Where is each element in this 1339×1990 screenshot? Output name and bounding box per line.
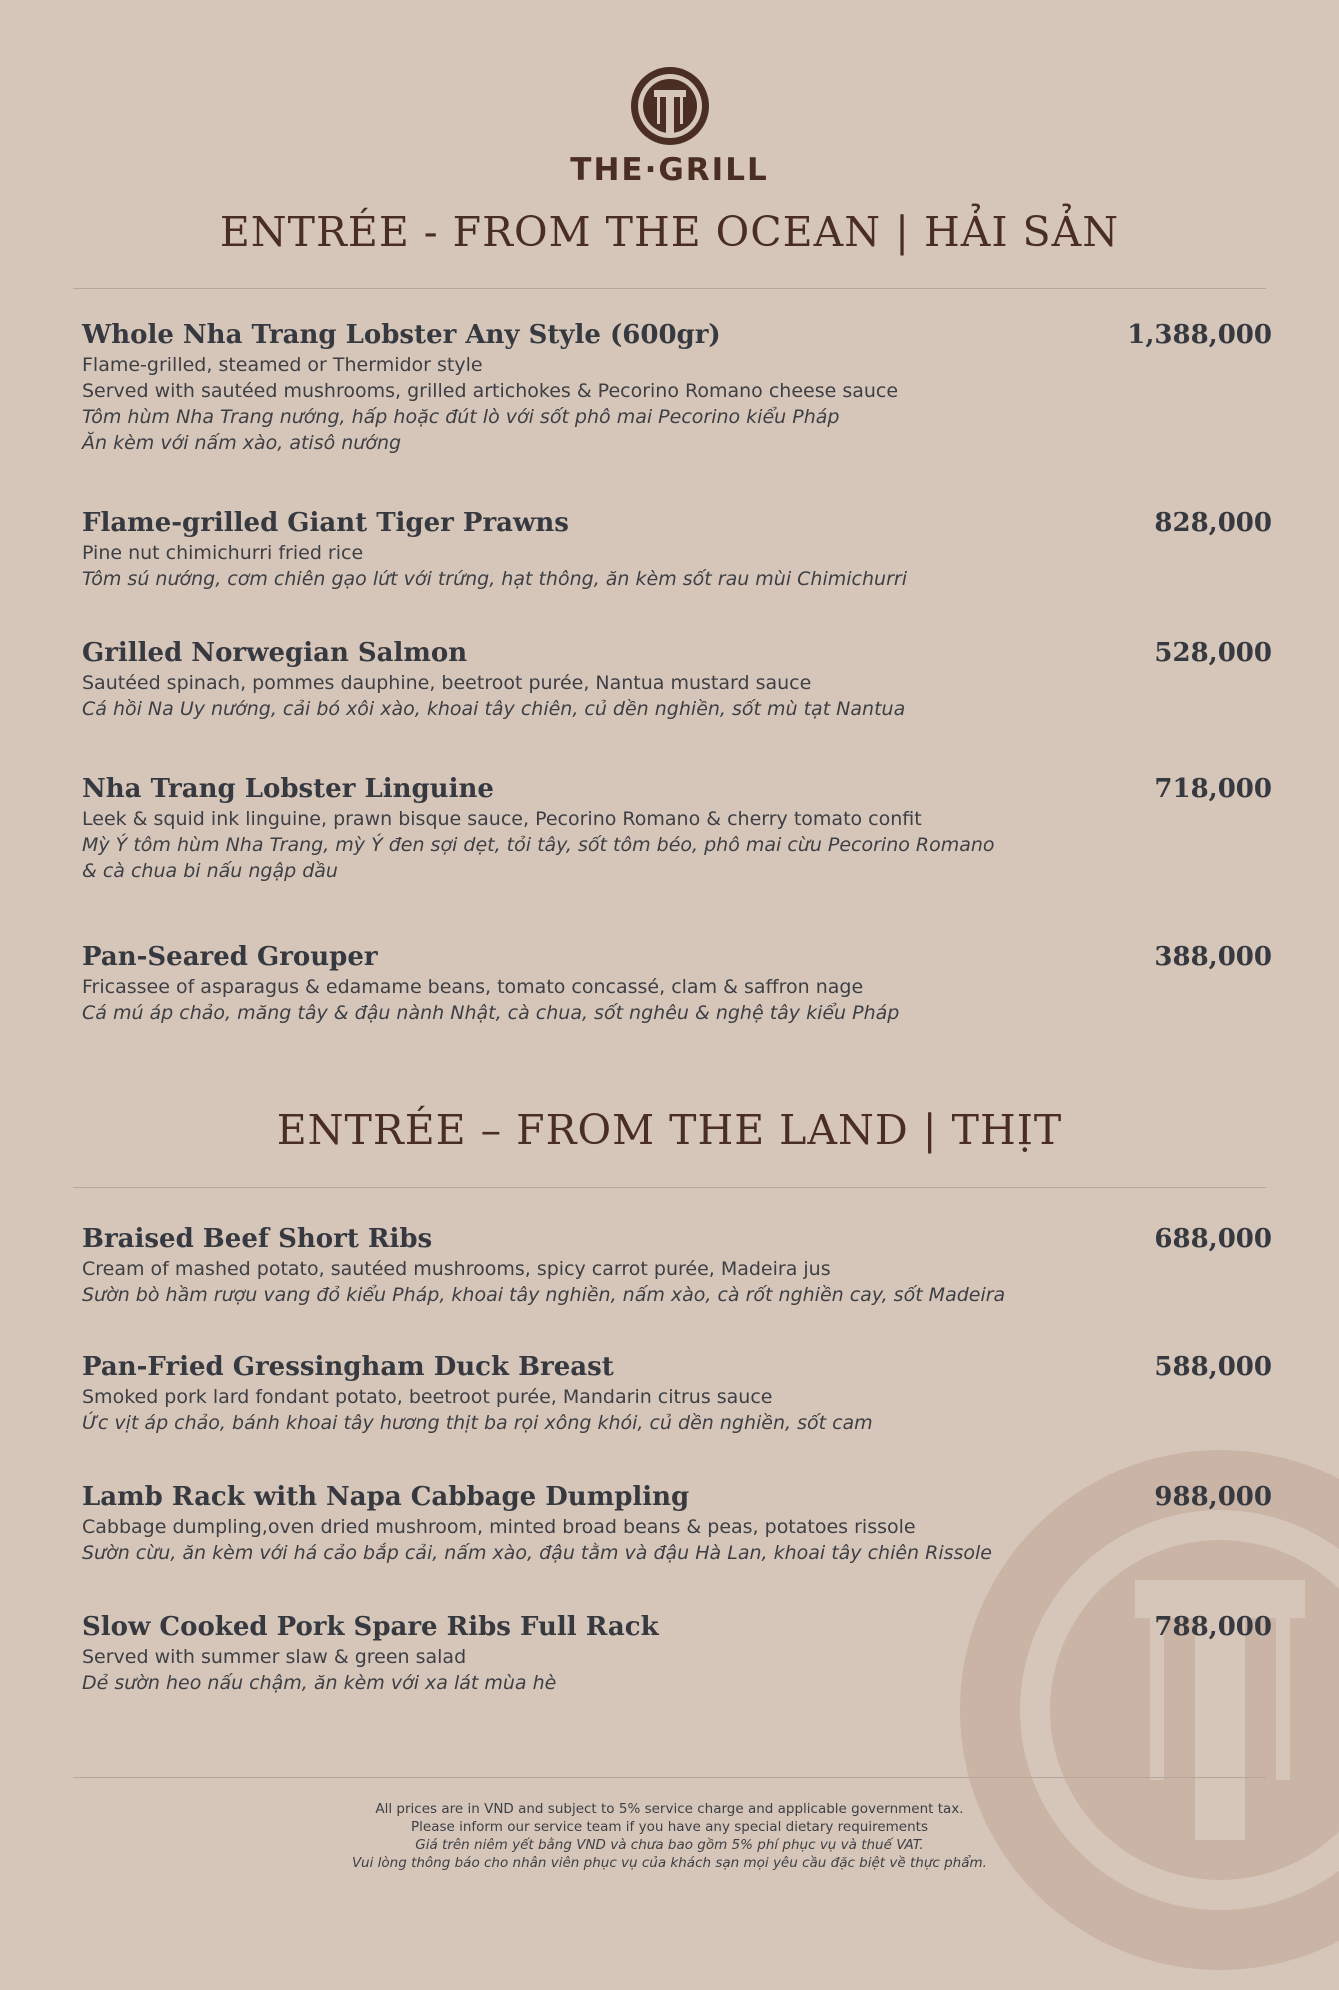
item-description-en: Smoked pork lard fondant potato, beetroot purée, Mandarin citrus sauce xyxy=(82,1386,773,1408)
footer-line: Giá trên niêm yết bằng VND và chưa bao gồm 5% phí phục vụ và thuế VAT. xyxy=(415,1837,924,1853)
menu-item-lamb-rack xyxy=(82,1480,1272,1566)
menu-item-duck-breast xyxy=(82,1350,1272,1436)
item-description-vi: Ăn kèm với nấm xào, atisô nướng xyxy=(82,432,402,454)
brand-name: THE·GRILL xyxy=(570,152,769,188)
item-price: 718,000 xyxy=(1154,774,1272,804)
item-description-vi: & cà chua bi nấu ngập dầu xyxy=(82,860,338,882)
item-name: Flame-grilled Giant Tiger Prawns xyxy=(82,508,569,538)
menu-item-lobster xyxy=(82,318,1272,456)
item-description-en: Cabbage dumpling,oven dried mushroom, minted broad beans & peas, potatoes rissole xyxy=(82,1516,916,1538)
item-price: 988,000 xyxy=(1154,1482,1272,1512)
item-price: 588,000 xyxy=(1154,1352,1272,1382)
item-description-vi: Cá mú áp chảo, măng tây & đậu nành Nhật, cà chua, sốt nghêu & nghệ tây kiểu Pháp xyxy=(82,1002,900,1024)
item-description-vi: Sườn bò hầm rượu vang đỏ kiểu Pháp, khoai tây nghiền, nấm xào, cà rốt nghiền cay, sốt Madeira xyxy=(82,1284,1006,1306)
item-description-en: Sautéed spinach, pommes dauphine, beetroot purée, Nantua mustard sauce xyxy=(82,672,812,694)
item-name: Lamb Rack with Napa Cabbage Dumpling xyxy=(82,1482,690,1512)
menu-item-pork-ribs xyxy=(82,1610,1272,1696)
item-name: Whole Nha Trang Lobster Any Style (600gr) xyxy=(82,320,721,350)
footer-notes xyxy=(0,1800,1339,1872)
footer-line: Please inform our service team if you have any special dietary requirements xyxy=(411,1819,928,1835)
divider xyxy=(73,288,1266,289)
item-price: 388,000 xyxy=(1154,942,1272,972)
item-price: 828,000 xyxy=(1154,508,1272,538)
menu-item-beef-ribs xyxy=(82,1222,1272,1308)
item-description-vi: Ức vịt áp chảo, bánh khoai tây hương thịt ba rọi xông khói, củ dền nghiền, sốt cam xyxy=(82,1412,873,1434)
brand-logo xyxy=(0,66,1339,188)
item-name: Slow Cooked Pork Spare Ribs Full Rack xyxy=(82,1612,659,1642)
item-description-en: Leek & squid ink linguine, prawn bisque sauce, Pecorino Romano & cherry tomato confit xyxy=(82,808,922,830)
item-description-vi: Tôm hùm Nha Trang nướng, hấp hoặc đút lò với sốt phô mai Pecorino kiểu Pháp xyxy=(82,406,840,428)
item-description-en: Flame-grilled, steamed or Thermidor style xyxy=(82,354,483,376)
item-name: Braised Beef Short Ribs xyxy=(82,1224,433,1254)
item-description-en: Pine nut chimichurri fried rice xyxy=(82,542,364,564)
item-description-vi: Tôm sú nướng, cơm chiên gạo lứt với trứng, hạt thông, ăn kèm sốt rau mùi Chimichurri xyxy=(82,568,907,590)
menu-item-linguine xyxy=(82,772,1272,884)
item-description-vi: Sườn cừu, ăn kèm với há cảo bắp cải, nấm xào, đậu tằm và đậu Hà Lan, khoai tây chiên Rissole xyxy=(82,1542,992,1564)
item-price: 1,388,000 xyxy=(1127,320,1272,350)
item-price: 528,000 xyxy=(1154,638,1272,668)
section-title-ocean: ENTRÉE - FROM THE OCEAN | HẢI SẢN xyxy=(219,208,1120,256)
item-name: Grilled Norwegian Salmon xyxy=(82,638,468,668)
divider xyxy=(73,1187,1266,1188)
menu-item-grouper xyxy=(82,940,1272,1026)
footer-line: All prices are in VND and subject to 5% service charge and applicable government tax. xyxy=(375,1801,964,1817)
item-description-en: Cream of mashed potato, sautéed mushrooms, spicy carrot purée, Madeira jus xyxy=(82,1258,831,1280)
item-name: Nha Trang Lobster Linguine xyxy=(82,774,494,804)
item-price: 788,000 xyxy=(1154,1612,1272,1642)
section-title-land: ENTRÉE – FROM THE LAND | THỊT xyxy=(276,1106,1063,1154)
item-price: 688,000 xyxy=(1154,1224,1272,1254)
footer-line: Vui lòng thông báo cho nhân viên phục vụ của khách sạn mọi yêu cầu đặc biệt về thực phẩm. xyxy=(352,1855,987,1871)
item-name: Pan-Seared Grouper xyxy=(82,942,378,972)
grill-logo-icon xyxy=(630,66,710,146)
item-description-vi: Mỳ Ý tôm hùm Nha Trang, mỳ Ý đen sợi dẹt, tỏi tây, sốt tôm béo, phô mai cừu Pecorino Romano xyxy=(82,834,995,856)
item-description-vi: Dẻ sườn heo nấu chậm, ăn kèm với xa lát mùa hè xyxy=(82,1672,557,1694)
item-description-vi: Cá hồi Na Uy nướng, cải bó xôi xào, khoai tây chiên, củ dền nghiền, sốt mù tạt Nantua xyxy=(82,698,906,720)
item-description-en: Fricassee of asparagus & edamame beans, tomato concassé, clam & saffron nage xyxy=(82,976,864,998)
item-description-en: Served with summer slaw & green salad xyxy=(82,1646,467,1668)
menu-item-salmon xyxy=(82,636,1272,722)
item-name: Pan-Fried Gressingham Duck Breast xyxy=(82,1352,614,1382)
menu-item-prawns xyxy=(82,506,1272,592)
divider xyxy=(73,1777,1266,1778)
item-description-en: Served with sautéed mushrooms, grilled artichokes & Pecorino Romano cheese sauce xyxy=(82,380,899,402)
